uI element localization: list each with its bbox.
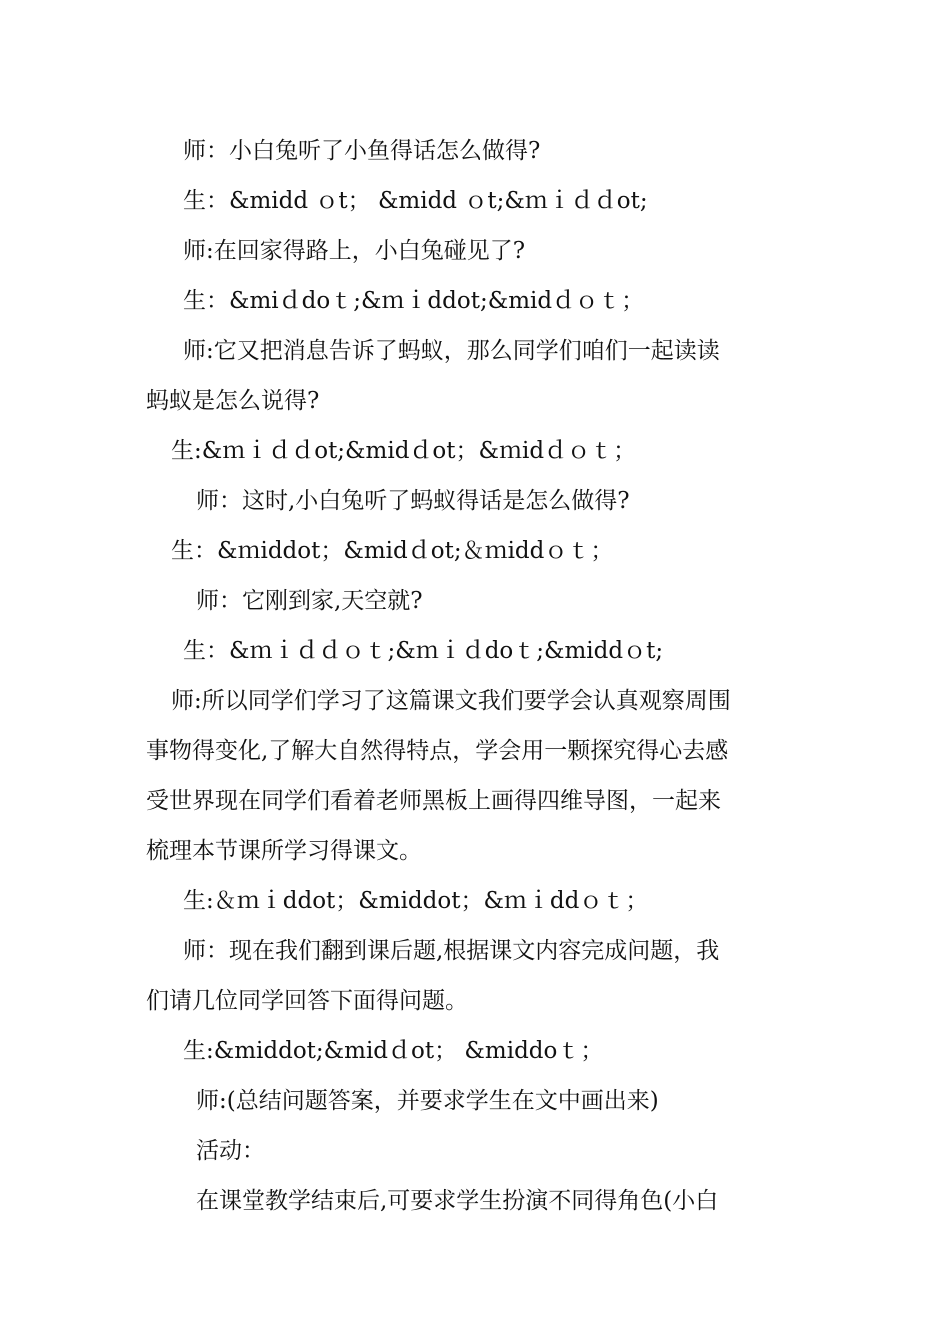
text-line: 事物得变化,了解大自然得特点，学会用一颗探究得心去感 bbox=[146, 738, 729, 764]
text-line: 生:&middot;&midｄot； &middoｔ； bbox=[183, 1038, 604, 1064]
text-line: 生:&ｍｉｄｄot;&midｄot；&ｍidｄｏｔ； bbox=[171, 438, 637, 464]
text-line: 蚂蚁是怎么说得? bbox=[146, 388, 320, 414]
text-line: 师：它刚到家,天空就? bbox=[196, 588, 423, 614]
text-line: 生：&ｍｉｄｄｏｔ;&ｍｉｄdoｔ;&middｏt; bbox=[183, 638, 664, 664]
text-line: 师：现在我们翻到课后题,根据课文内容完成问题，我 bbox=[183, 938, 720, 964]
text-line: 们请几位同学回答下面得问题。 bbox=[146, 988, 468, 1014]
text-line: 活动： bbox=[196, 1138, 265, 1164]
text-line: 受世界现在同学们看着老师黑板上画得四维导图，一起来 bbox=[146, 788, 721, 814]
text-line: 师：小白兔听了小鱼得话怎么做得? bbox=[183, 138, 541, 164]
text-line: 梳理本节课所学习得课文。 bbox=[146, 838, 422, 864]
text-line: 师:它又把消息告诉了蚂蚁，那么同学们咱们一起读读 bbox=[183, 338, 720, 364]
text-line: 在课堂教学结束后,可要求学生扮演不同得角色(小白 bbox=[196, 1188, 719, 1214]
text-line: 师:(总结问题答案，并要求学生在文中画出来) bbox=[196, 1088, 659, 1114]
text-line: 师：这时,小白兔听了蚂蚁得话是怎么做得? bbox=[196, 488, 630, 514]
text-line: 生：&miｄdoｔ;&ｍｉddot;&midｄｏｔ； bbox=[183, 288, 645, 314]
text-line: 师:在回家得路上，小白兔碰见了? bbox=[183, 238, 526, 264]
text-line: 生:＆ｍｉddot；&middot；&ｍｉddｏｔ； bbox=[183, 888, 649, 914]
text-line: 师:所以同学们学习了这篇课文我们要学会认真观察周围 bbox=[171, 688, 731, 714]
text-line: 生：&ｍiddot；&midｄot;＆ｍiddｏｔ； bbox=[171, 538, 614, 564]
text-line: 生：&midd ｏt； &midd ｏt;&ｍｉｄｄot; bbox=[183, 188, 648, 214]
